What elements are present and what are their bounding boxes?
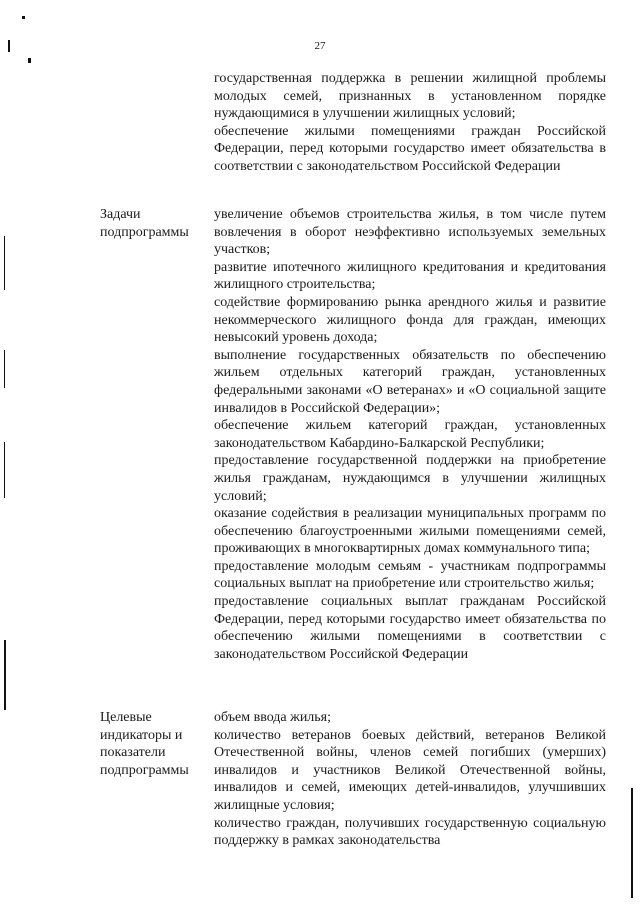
scan-mark bbox=[28, 58, 31, 63]
task-item: оказание содействия в реализации муниципальных программ по обеспечению благоустроенными жилыми помещениями семей, проживающих в многоквартирных домах коммунального типа; bbox=[214, 506, 606, 557]
task-item: увеличение объемов строительства жилья, в том числе путем вовлечения в оборот неэффективно используемых земельных участков; bbox=[214, 207, 606, 258]
task-item: выполнение государственных обязательств по обеспечению жильем отдельных категорий граждан, установленных федеральными законами «О ветеранах» и «О социальной защите инвалидов в Российской Федерации»; bbox=[214, 347, 606, 416]
indicator-item: количество ветеранов боевых действий, ветеранов Великой Отечественной войны, членов семей погибших (умерших) инвалидов и участников Великой Отечественной войны, инвалидов и семей, имеющих детей-инвалидов, улучшивших жилищные условия; bbox=[214, 727, 606, 813]
task-item: предоставление молодым семьям - участникам подпрограммы социальных выплат на приобретение или строительство жилья; bbox=[214, 558, 606, 592]
indicator-item: количество граждан, получивших государственную социальную поддержку в рамках законодательства bbox=[214, 815, 606, 849]
task-item: обеспечение жильем категорий граждан, установленных законодательством Кабардино-Балкарской Республики; bbox=[214, 418, 606, 451]
scan-mark bbox=[4, 442, 5, 498]
scan-mark bbox=[4, 236, 5, 290]
page-number: 27 bbox=[314, 40, 326, 52]
task-item: предоставление государственной поддержки на приобретение жилья гражданам, нуждающимся в улучшении жилищных условий; bbox=[214, 453, 606, 504]
scan-mark bbox=[4, 640, 6, 710]
scan-mark bbox=[22, 16, 25, 19]
indicators-label: Целевые индикаторы и показатели подпрограммы bbox=[100, 710, 189, 778]
tasks-list bbox=[214, 206, 606, 663]
task-item: предоставление социальных выплат гражданам Российской Федерации, перед которыми государство имеет обязательства по обеспечению жилыми помещениями в соответствии с законодательством Российской Федерации bbox=[214, 594, 606, 662]
task-item: развитие ипотечного жилищного кредитования и кредитования жилищного строительства; bbox=[214, 259, 606, 293]
indicators-list bbox=[214, 709, 606, 850]
scan-mark bbox=[631, 788, 633, 898]
continuation-text bbox=[214, 70, 606, 176]
continuation-paragraph: государственная поддержка в решении жилищной проблемы молодых семей, признанных в установленном порядке нуждающимися в улучшении жилищных условий; bbox=[214, 71, 606, 122]
indicator-item: объем ввода жилья; bbox=[214, 710, 332, 725]
tasks-label: Задачи подпрограммы bbox=[100, 207, 189, 240]
task-item: содействие формированию рынка арендного жилья и развитие некоммерческого жилищного фонда для граждан, имеющих невысокий уровень дохода; bbox=[214, 294, 606, 346]
scan-mark bbox=[8, 40, 10, 52]
scan-mark bbox=[4, 350, 5, 388]
continuation-paragraph: обеспечение жилыми помещениями граждан Российской Федерации, перед которыми государство имеет обязательства в соответствии с законодательством Российской Федерации bbox=[214, 123, 606, 174]
